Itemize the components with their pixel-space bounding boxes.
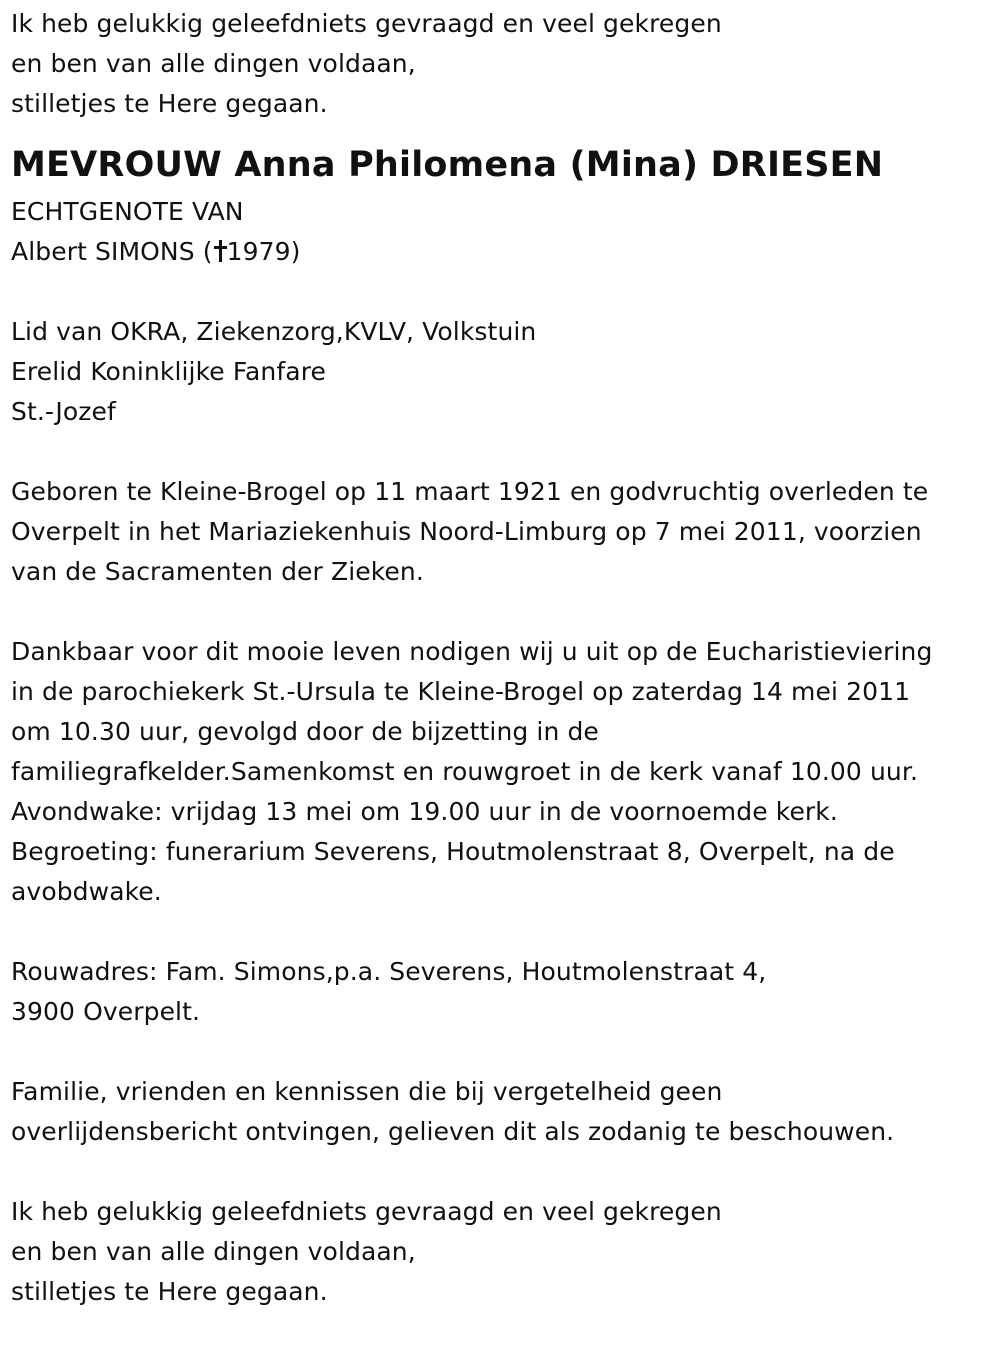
ceremony-line: Begroeting: funerarium Severens, Houtmolenstraat 8, Overpelt, na de [11, 837, 895, 866]
membership-line: Erelid Koninklijke Fanfare [11, 357, 327, 386]
deceased-name-title: MEVROUW Anna Philomena (Mina) DRIESEN [11, 145, 884, 185]
motto-line: stilletjes te Here gegaan. [11, 1277, 328, 1306]
birth-death-block [11, 472, 996, 592]
ceremony-line: Avondwake: vrijdag 13 mei om 19.00 uur in de voornoemde kerk. [11, 797, 838, 826]
motto-top [11, 4, 996, 124]
ceremony-line: familiegrafkelder.Samenkomst en rouwgroet in de kerk vanaf 10.00 uur. [11, 757, 919, 786]
motto-line: en ben van alle dingen voldaan, [11, 1237, 416, 1266]
motto-line: Ik heb gelukkig geleefdniets gevraagd en veel gekregen [11, 9, 722, 38]
motto-line: stilletjes te Here gegaan. [11, 89, 328, 118]
motto-line: Ik heb gelukkig geleefdniets gevraagd en veel gekregen [11, 1197, 722, 1226]
ceremony-line: in de parochiekerk St.-Ursula te Kleine-Brogel op zaterdag 14 mei 2011 [11, 677, 911, 706]
spacer [11, 592, 996, 632]
memberships-block [11, 312, 996, 432]
birth-death-line: Geboren te Kleine-Brogel op 11 maart 1921 en godvruchtig overleden te [11, 477, 929, 506]
notice-block [11, 1072, 996, 1152]
address-block [11, 952, 996, 1032]
spouse-death-year: 1979) [226, 237, 301, 266]
cross-icon [214, 240, 226, 262]
ceremony-line: om 10.30 uur, gevolgd door de bijzetting in de [11, 717, 599, 746]
spacer [11, 1152, 996, 1192]
spacer [11, 912, 996, 952]
spouse-line [11, 232, 996, 272]
membership-line: Lid van OKRA, Ziekenzorg,KVLV, Volkstuin [11, 317, 537, 346]
obituary-document [11, 4, 996, 1312]
spacer [11, 272, 996, 312]
notice-line: overlijdensbericht ontvingen, gelieven dit als zodanig te beschouwen. [11, 1117, 895, 1146]
spacer [11, 432, 996, 472]
address-line: Rouwadres: Fam. Simons,p.a. Severens, Houtmolenstraat 4, [11, 957, 767, 986]
birth-death-line: Overpelt in het Mariaziekenhuis Noord-Limburg op 7 mei 2011, voorzien [11, 517, 922, 546]
ceremony-line: Dankbaar voor dit mooie leven nodigen wij u uit op de Eucharistieviering [11, 637, 933, 666]
ceremony-line: avobdwake. [11, 877, 162, 906]
ceremony-block [11, 632, 996, 912]
notice-line: Familie, vrienden en kennissen die bij vergetelheid geen [11, 1077, 723, 1106]
spouse-name: Albert SIMONS ( [11, 237, 213, 266]
address-line: 3900 Overpelt. [11, 997, 201, 1026]
motto-line: en ben van alle dingen voldaan, [11, 49, 416, 78]
membership-line: St.-Jozef [11, 397, 116, 426]
spouse-block [11, 192, 996, 272]
spouse-intro: ECHTGENOTE VAN [11, 197, 244, 226]
spacer [11, 1032, 996, 1072]
motto-bottom [11, 1192, 996, 1312]
birth-death-line: van de Sacramenten der Zieken. [11, 557, 424, 586]
